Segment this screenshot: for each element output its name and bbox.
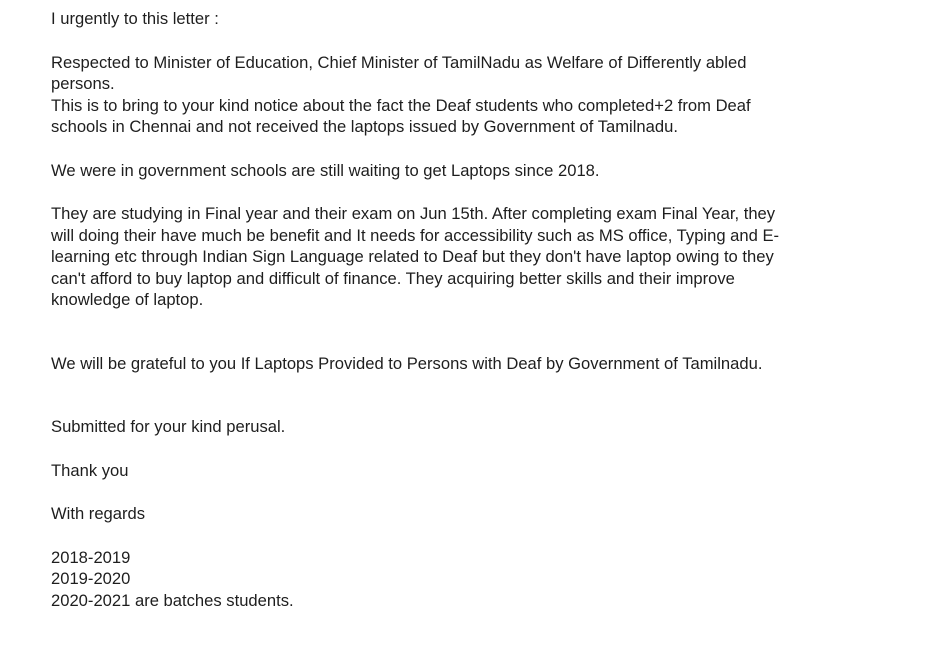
batch-line: 2019-2020 [51, 569, 131, 588]
studying-paragraph [51, 203, 911, 311]
regards-line: With regards [51, 504, 146, 523]
letter-intro: I urgently to this letter : [51, 9, 219, 28]
batch-line: 2018-2019 [51, 547, 131, 567]
letter-document [51, 0, 911, 611]
thanks-line: Thank you [51, 460, 129, 480]
waiting-paragraph: We were in government schools are still waiting to get Laptops since 2018. [51, 160, 600, 180]
studying-line: They are studying in Final year and their exam on Jun 15th. After completing exam Final Year, they [51, 204, 776, 223]
address-line: schools in Chennai and not received the laptops issued by Government of Tamilnadu. [51, 117, 678, 136]
address-line: persons. [51, 74, 115, 93]
studying-line: can't afford to buy laptop and difficult of finance. They acquiring better skills and their improve [51, 268, 735, 288]
batches-list [51, 547, 911, 612]
address-line: Respected to Minister of Education, Chief Minister of TamilNadu as Welfare of Differently abled [51, 52, 747, 72]
studying-line: knowledge of laptop. [51, 290, 204, 309]
address-paragraph [51, 52, 911, 138]
studying-line: will doing their have much be benefit and It needs for accessibility such as MS office, Typing and E- [51, 225, 780, 245]
studying-line: learning etc through Indian Sign Language related to Deaf but they don't have laptop owing to they [51, 247, 774, 266]
grateful-paragraph: We will be grateful to you If Laptops Provided to Persons with Deaf by Government of Tamilnadu. [51, 353, 763, 373]
batch-line: 2020-2021 are batches students. [51, 590, 294, 610]
submitted-line: Submitted for your kind perusal. [51, 417, 286, 436]
address-line: This is to bring to your kind notice about the fact the Deaf students who completed+2 from Deaf [51, 95, 751, 115]
